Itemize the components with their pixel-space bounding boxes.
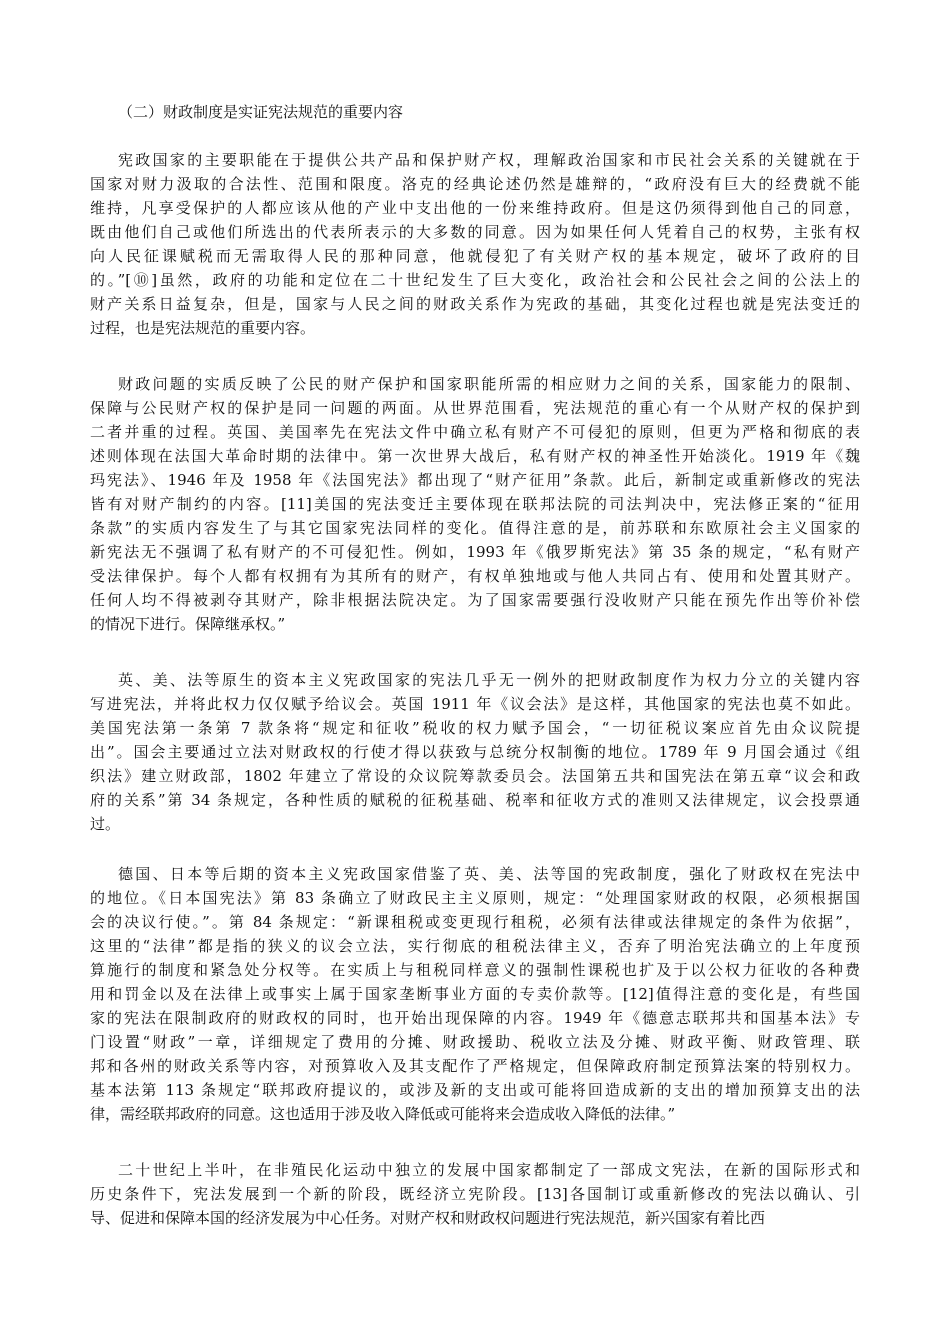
paragraph-line: 维持，凡享受保护的人都应该从他的产业中支出他的一份来维持政府。但是这仍须得到他自己的同意， <box>90 199 860 217</box>
paragraph-3 <box>90 668 860 836</box>
paragraph-1 <box>90 148 860 340</box>
paragraph-line: 写进宪法，并将此权力仅仅赋予给议会。英国 1911 年《议会法》是这样，其他国家的宪法也莫不如此。 <box>90 695 860 713</box>
paragraph-line: 保障与公民财产权的保护是同一问题的两面。从世界范围看，宪法规范的重心有一个从财产权的保护到 <box>90 399 860 417</box>
paragraph-5 <box>90 1158 860 1230</box>
paragraph-line: 既由他们自己或他们所选出的代表所表示的大多数的同意。因为如果任何人凭着自己的权势，主张有权 <box>90 223 860 241</box>
paragraph-line: 这里的“法律”都是指的狭义的议会立法，实行彻底的租税法律主义，否弃了明治宪法确立的上年度预 <box>90 937 860 955</box>
paragraph-line: 的情况下进行。保障继承权。” <box>90 615 286 633</box>
paragraph-line: 宪政国家的主要职能在于提供公共产品和保护财产权，理解政治国家和市民社会关系的关键就在于 <box>118 151 860 169</box>
paragraph-line: 的地位。《日本国宪法》第 83 条确立了财政民主主义原则，规定：“处理国家财政的权限，必须根据国 <box>90 889 860 907</box>
paragraph-line: 过。 <box>90 815 121 833</box>
paragraph-line: 织法》建立财政部，1802 年建立了常设的众议院筹款委员会。法国第五共和国宪法在第五章“议会和政 <box>90 767 860 785</box>
paragraph-line: 用和罚金以及在法律上或事实上属于国家垄断事业方面的专卖价款等。[12]值得注意的变化是，有些国 <box>90 985 860 1003</box>
paragraph-line: 财政问题的实质反映了公民的财产保护和国家职能所需的相应财力之间的关系，国家能力的限制、 <box>118 375 860 393</box>
paragraph-line: 美国宪法第一条第 7 款条将“规定和征收”税收的权力赋予国会，“一切征税议案应首先由众议院提 <box>90 719 860 737</box>
paragraph-line: 新宪法无不强调了私有财产的不可侵犯性。例如，1993 年《俄罗斯宪法》第 35 条的规定，“私有财产 <box>90 543 860 561</box>
paragraph-line: 二十世纪上半叶，在非殖民化运动中独立的发展中国家都制定了一部成文宪法，在新的国际形式和 <box>118 1161 860 1179</box>
section-heading: （二）财政制度是实证宪法规范的重要内容 <box>118 103 404 121</box>
paragraph-line: 的。”[⑩]虽然，政府的功能和定位在二十世纪发生了巨大变化，政治社会和公民社会之间的公法上的 <box>90 271 860 289</box>
paragraph-line: 算施行的制度和紧急处分权等。在实质上与租税同样意义的强制性课税也扩及于以公权力征收的各种费 <box>90 961 860 979</box>
paragraph-line: 英、美、法等原生的资本主义宪政国家的宪法几乎无一例外的把财政制度作为权力分立的关键内容 <box>118 671 860 689</box>
paragraph-line: 会的决议行使。”。第 84 条规定：“新课租税或变更现行租税，必须有法律或法律规定的条件为依据”， <box>90 913 860 931</box>
paragraph-line: 述则体现在法国大革命时期的法律中。第一次世界大战后，私有财产权的神圣性开始淡化。1919 年《魏 <box>90 447 860 465</box>
paragraph-line: 玛宪法》、1946 年及 1958 年《法国宪法》都出现了“财产征用”条款。此后，新制定或重新修改的宪法 <box>90 471 860 489</box>
paragraph-line: 任何人均不得被剥夺其财产，除非根据法院决定。为了国家需要强行没收财产只能在预先作出等价补偿 <box>90 591 860 609</box>
paragraph-line: 受法律保护。每个人都有权拥有为其所有的财产，有权单独地或与他人共同占有、使用和处置其财产。 <box>90 567 860 585</box>
paragraph-line: 二者并重的过程。英国、美国率先在宪法文件中确立私有财产不可侵犯的原则，但更为严格和彻底的表 <box>90 423 860 441</box>
paragraph-line: 律，需经联邦政府的同意。这也适用于涉及收入降低或可能将来会造成收入降低的法律。” <box>90 1105 676 1123</box>
paragraph-line: 历史条件下，宪法发展到一个新的阶段，既经济立宪阶段。[13]各国制订或重新修改的宪法以确认、引 <box>90 1185 860 1203</box>
paragraph-line: 邦和各州的财政关系等内容，对预算收入及其支配作了严格规定，但保障政府制定预算法案的特别权力。 <box>90 1057 860 1075</box>
paragraph-line: 出”。国会主要通过立法对财政权的行使才得以获致与总统分权制衡的地位。1789 年 9 月国会通过《组 <box>90 743 860 761</box>
paragraph-line: 家的宪法在限制政府的财政权的同时，也开始出现保障的内容。1949 年《德意志联邦共和国基本法》专 <box>90 1009 860 1027</box>
paragraph-4 <box>90 862 860 1126</box>
paragraph-line: 基本法第 113 条规定“联邦政府提议的，或涉及新的支出或可能将回造成新的支出的增加预算支出的法 <box>90 1081 860 1099</box>
paragraph-line: 导、促进和保障本国的经济发展为中心任务。对财产权和财政权问题进行宪法规范，新兴国家有着比西 <box>90 1209 766 1227</box>
paragraph-line: 门设置“财政”一章，详细规定了费用的分摊、财政援助、税收立法及分摊、财政平衡、财政管理、联 <box>90 1033 860 1051</box>
paragraph-line: 财产关系日益复杂，但是，国家与人民之间的财政关系作为宪政的基础，其变化过程也就是宪法变迁的 <box>90 295 860 313</box>
paragraph-line: 德国、日本等后期的资本主义宪政国家借鉴了英、美、法等国的宪政制度，强化了财政权在宪法中 <box>118 865 860 883</box>
paragraph-line: 条款”的实质内容发生了与其它国家宪法同样的变化。值得注意的是，前苏联和东欧原社会主义国家的 <box>90 519 860 537</box>
paragraph-line: 国家对财力汲取的合法性、范围和限度。洛克的经典论述仍然是雄辩的，“政府没有巨大的经费就不能 <box>90 175 860 193</box>
paragraph-line: 过程，也是宪法规范的重要内容。 <box>90 319 316 337</box>
paragraph-line: 向人民征课赋税而无需取得人民的那种同意，他就侵犯了有关财产权的基本规定，破坏了政府的目 <box>90 247 860 265</box>
paragraph-line: 皆有对财产制约的内容。[11]美国的宪法变迁主要体现在联邦法院的司法判决中，宪法修正案的“征用 <box>90 495 860 513</box>
paragraph-line: 府的关系”第 34 条规定，各种性质的赋税的征税基础、税率和征收方式的准则又法律规定，议会投票通 <box>90 791 860 809</box>
paragraph-2 <box>90 372 860 636</box>
